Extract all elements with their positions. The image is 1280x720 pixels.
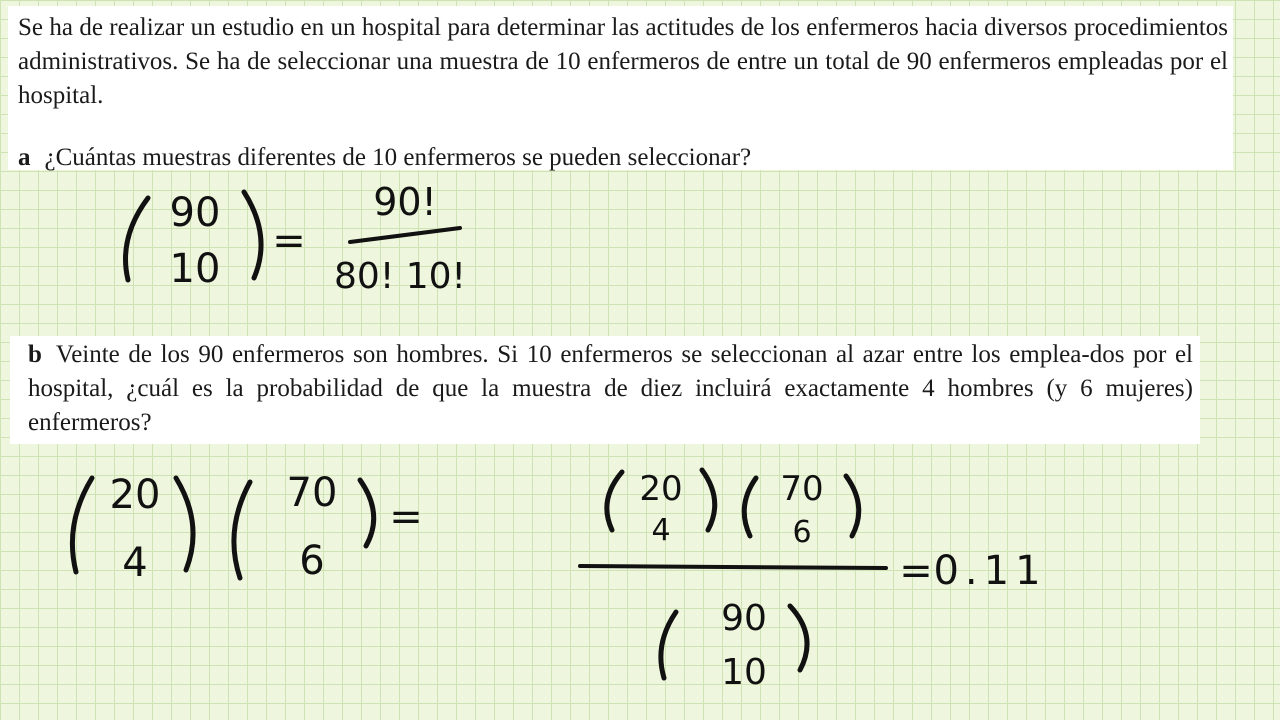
problem-intro: Se ha de realizar un estudio en un hospital para determinar las actitudes de los enfermeros hacia diversos procedimientos administrativos. Se ha de seleccionar una muestra de 10 enfermeros de entre un total de 90 enfermeros empleadas por el hospital. bbox=[18, 14, 1228, 109]
b-fraction-bar bbox=[580, 566, 886, 568]
a-binom-bottom: 10 bbox=[169, 246, 221, 292]
b-num1-bottom: 4 bbox=[651, 513, 671, 548]
a-fraction-bar bbox=[350, 228, 460, 242]
paren-left-icon bbox=[234, 482, 250, 578]
a-denominator: 80! 10! bbox=[334, 256, 466, 297]
paren-left-icon bbox=[661, 612, 676, 678]
paren-left-icon bbox=[607, 472, 622, 530]
b-den-top: 90 bbox=[721, 598, 767, 639]
paren-right-icon bbox=[176, 478, 193, 570]
b-binom1-bottom: 4 bbox=[122, 540, 148, 586]
b-binom1-top: 20 bbox=[109, 472, 161, 518]
b-result: 0.11 bbox=[933, 548, 1047, 594]
part-b-label: b bbox=[28, 341, 42, 368]
paren-right-icon bbox=[702, 470, 715, 530]
part-b-text: Veinte de los 90 enfermeros son hombres. Si 10 enfermeros se seleccionan al azar entre los emplea-dos por el hospital, ¿cuál es la probabilidad de que la muestra de diez incluirá exactamente 4 hombres (y 6 mujeres) enfermeros? bbox=[28, 341, 1193, 436]
b-equals2: = bbox=[899, 548, 933, 594]
b-equals1: = bbox=[389, 494, 423, 540]
a-numerator: 90! bbox=[373, 180, 437, 224]
paren-left-icon bbox=[744, 478, 756, 536]
paren-right-icon bbox=[846, 476, 859, 536]
part-b-work bbox=[72, 469, 1046, 693]
a-equals: = bbox=[272, 218, 306, 264]
part-a-work bbox=[126, 180, 466, 297]
paren-left-icon bbox=[126, 198, 149, 280]
b-den-bottom: 10 bbox=[721, 652, 767, 693]
part-a-text: ¿Cuántas muestras diferentes de 10 enfermeros se pueden seleccionar? bbox=[44, 144, 752, 171]
part-a-label: a bbox=[18, 144, 31, 171]
b-binom2-top: 70 bbox=[286, 470, 338, 516]
paren-right-icon bbox=[360, 480, 374, 546]
a-binom-top: 90 bbox=[169, 190, 221, 236]
paren-right-icon bbox=[790, 606, 807, 670]
paren-left-icon bbox=[72, 478, 92, 572]
paren-right-icon bbox=[244, 192, 261, 278]
b-binom2-bottom: 6 bbox=[299, 538, 325, 584]
b-num2-top: 70 bbox=[780, 469, 824, 509]
b-num2-bottom: 6 bbox=[792, 515, 812, 550]
b-num1-top: 20 bbox=[639, 469, 683, 509]
